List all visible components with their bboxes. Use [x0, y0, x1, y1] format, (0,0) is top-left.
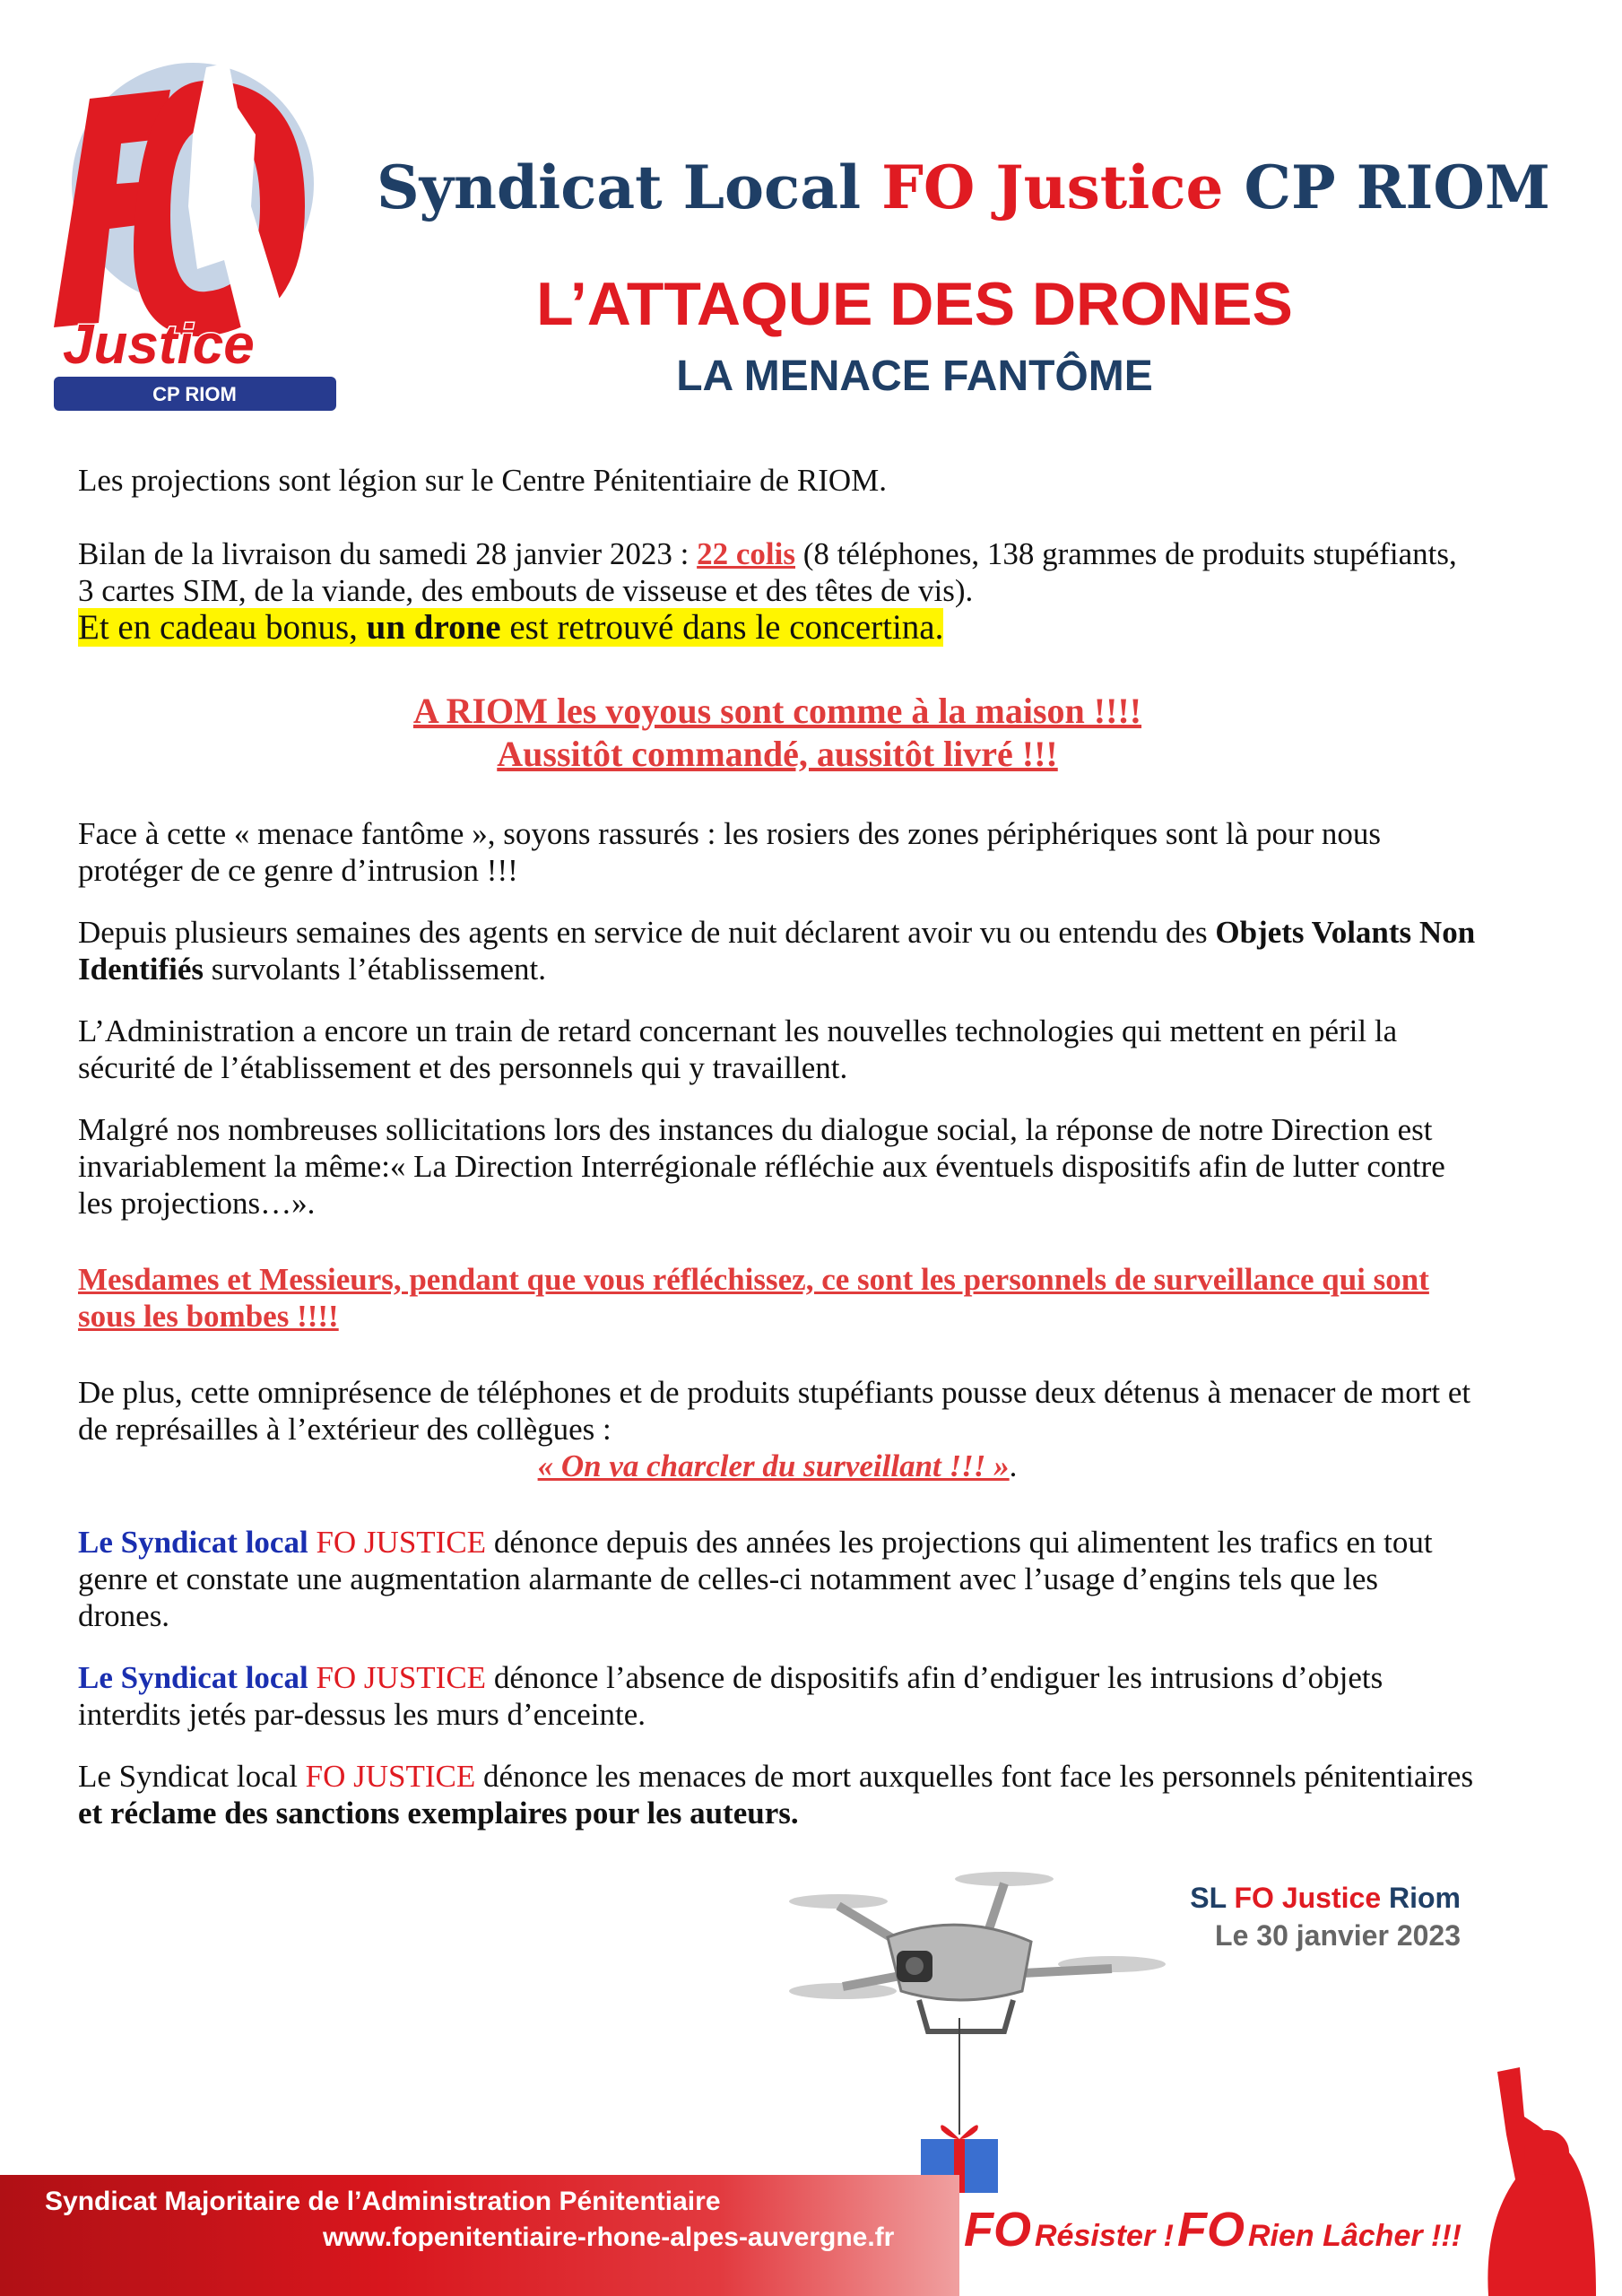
sig-riom: Riom [1381, 1882, 1461, 1914]
subheadline: LA MENACE FANTÔME [676, 352, 1153, 400]
footer-slogan [964, 2202, 1502, 2296]
paragraph-8: De plus, cette omniprésence de téléphones et de produits stupéfiants pousse deux détenus à menacer de mort et de représailles à l’extérieur des collègues : [78, 1375, 1471, 1447]
fo-mark-1: FO [964, 2203, 1031, 2257]
syndicat-label: Le Syndicat local [78, 1660, 308, 1695]
signature [1190, 1879, 1461, 1954]
p11-text-a: dénonce les menaces de mort auxquelles font face les personnels pénitentiaires [475, 1759, 1474, 1794]
paragraph-4 [78, 914, 1477, 987]
sig-fo-justice: FO Justice [1234, 1882, 1382, 1914]
p11-demand: et réclame des sanctions exemplaires pour les auteurs. [78, 1796, 799, 1831]
logo-sub: CP RIOM [152, 383, 237, 405]
p11-label: Le Syndicat local [78, 1759, 306, 1794]
slogan-1: A RIOM les voyous sont comme à la maison !!!! [412, 691, 1142, 731]
fo-justice-label: FO JUSTICE [316, 1660, 487, 1695]
hl-drone: un drone [366, 608, 501, 647]
p4-text-a: Depuis plusieurs semaines des agents en service de nuit déclarent avoir vu ou entendu des [78, 915, 1216, 950]
slogan-2: Aussitôt commandé, aussitôt livré !!! [497, 734, 1058, 774]
p9-text: dénonce depuis des années les projections qui alimentent les trafics en tout genre et constate une augmentation alarmante de celles-ci notamment avec l’usage d’engins tels que les drones. [78, 1525, 1433, 1633]
paragraph-2 [78, 535, 1477, 609]
signature-date: Le 30 janvier 2023 [1215, 1919, 1461, 1952]
p10-text: dénonce l’absence de dispositifs afin d’endiguer les intrusions d’objets interdits jetés par-dessus les murs d’enceinte. [78, 1660, 1383, 1732]
headline: L’ATTAQUE DES DRONES [536, 270, 1293, 338]
threat-quote: « On va charcler du surveillant !!! » [537, 1448, 1010, 1483]
paragraph-3: Face à cette « menace fantôme », soyons rassurés : les rosiers des zones périphériques sont là pour nous protéger de ce genre d’intrusion !!! [78, 816, 1382, 888]
title-part3: CP RIOM [1223, 152, 1550, 222]
paragraph-1: Les projections sont légion sur le Centre Pénitentiaire de RIOM. [78, 463, 888, 498]
slogan-rien-lacher: Rien Lâcher !!! [1247, 2219, 1462, 2253]
paragraph-8-quote-line [78, 1448, 1477, 1484]
logo-text: Justice [63, 314, 255, 376]
hl-text-a: Et en cadeau bonus, [78, 608, 367, 647]
colis-count: 22 colis [697, 536, 795, 571]
quote-end: . [1009, 1448, 1018, 1483]
drone-illustration [735, 1839, 1201, 2197]
paragraph-2-highlight [78, 609, 1477, 647]
fo-justice-logo [36, 27, 359, 413]
sig-sl: SL [1190, 1882, 1235, 1914]
signature-line [1190, 1879, 1461, 1917]
article-body [78, 462, 1477, 1831]
p2-text-a: Bilan de la livraison du samedi 28 janvier 2023 : [78, 536, 698, 571]
fo-mark-2: FO [1176, 2203, 1245, 2257]
fo-justice-label: FO JUSTICE [305, 1759, 476, 1794]
p4-text-c: survolants l’établissement. [204, 952, 547, 987]
footer-website-link[interactable]: www.fopenitentiaire-rhone-alpes-auvergne.fr [323, 2222, 895, 2252]
footer-tagline: Syndicat Majoritaire de l’Administration Pénitentiaire [45, 2187, 721, 2216]
fist-figure-icon [1470, 2063, 1605, 2296]
slogan-resister: Résister ! [1035, 2219, 1174, 2253]
page-title [377, 152, 1550, 222]
paragraph-7: Mesdames et Messieurs, pendant que vous réfléchissez, ce sont les personnels de surveillance qui sont sous les bombes !!!! [78, 1262, 1429, 1334]
paragraph-11 [78, 1758, 1477, 1831]
paragraph-5: L’Administration a encore un train de retard concernant les nouvelles technologies qui mettent en péril la sécurité de l’établissement et des personnels qui y travaillent. [78, 1013, 1398, 1085]
title-part1: Syndicat Local [377, 152, 882, 222]
hl-text-c: est retrouvé dans le concertina. [500, 608, 944, 647]
paragraph-6: Malgré nos nombreuses sollicitations lors des instances du dialogue social, la réponse de notre Direction est invariablement la même:« La Direction Interrégionale réfléchie aux éventuels dispositifs afin de lutter contre les projections…». [78, 1112, 1445, 1221]
syndicat-label: Le Syndicat local [78, 1525, 308, 1560]
title-fo-justice: FO Justice [881, 152, 1224, 222]
fo-justice-label: FO JUSTICE [316, 1525, 487, 1560]
paragraph-9 [78, 1524, 1477, 1634]
p2-text-b: (8 téléphones, 138 grammes de produits stupéfiants, 3 cartes SIM, de la viande, des embouts de visseuse et des têtes de vis). [78, 536, 1457, 608]
ovni-term: Objets Volants Non Identifiés [78, 915, 1476, 987]
paragraph-10 [78, 1659, 1477, 1733]
